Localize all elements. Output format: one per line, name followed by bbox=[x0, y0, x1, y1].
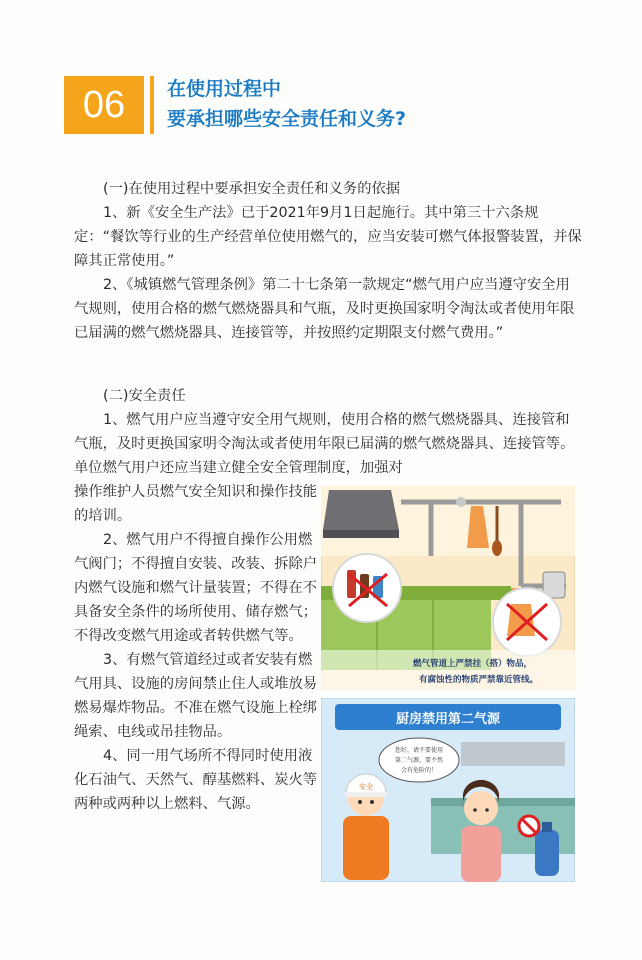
svg-text:安全: 安全 bbox=[359, 783, 373, 791]
gas-cylinder-icon bbox=[535, 830, 559, 876]
title-line-1: 在使用过程中 bbox=[167, 78, 282, 100]
caption-line-2: 有腐蚀性的物质严禁靠近管线。 bbox=[419, 675, 539, 685]
second-gas-source-illustration bbox=[321, 698, 575, 882]
section-2-paragraph-4: 4、同一用气场所不得同时使用液化石油气、天然气、醇基燃料、炭火等两种或两种以上燃料、气源。 bbox=[74, 748, 318, 812]
section-2-paragraph-2: 2、燃气用户不得擅自操作公用燃气阀门；不得擅自安装、改装、拆除户内燃气设施和燃气计量装置；不得在不具备安全条件的场所使用、储存燃气；不得改变燃气用途或者转供燃气等。 bbox=[74, 532, 318, 644]
section-2-heading: (二)安全责任 bbox=[103, 388, 186, 404]
section-2-column bbox=[74, 480, 318, 816]
section-2 bbox=[74, 384, 582, 480]
caption-line-1: 燃气管道上严禁挂（搭）物品， bbox=[413, 659, 533, 669]
svg-text:会有危险的！: 会有危险的！ bbox=[400, 767, 438, 774]
safety-worker-icon bbox=[343, 774, 389, 880]
svg-text:您好，请不要使用: 您好，请不要使用 bbox=[394, 747, 444, 754]
title-line-2: 要承担哪些安全责任和义务? bbox=[167, 108, 407, 130]
section-title bbox=[167, 74, 406, 134]
section-1-heading: (一)在使用过程中要承担安全责任和义务的依据 bbox=[103, 181, 401, 197]
section-1 bbox=[74, 177, 582, 345]
section-1-paragraph-1: 1、新《安全生产法》已于2021年9月1日起施行。其中第三十六条规定：“餐饮等行业的生产经营单位使用燃气的，应当安装可燃气体报警装置，并保障其正常使用。” bbox=[74, 205, 582, 269]
section-2-paragraph-3: 3、有燃气管道经过或者安装有燃气用具、设施的房间禁止住人或堆放易燃易爆炸物品。不准在燃气设施上栓绑绳索、电线或吊挂物品。 bbox=[74, 652, 318, 740]
section-2-paragraph-1: 1、燃气用户应当遵守安全用气规则，使用合格的燃气燃烧器具、连接管和气瓶，及时更换国家明令淘汰或者使用年限已届满的燃气燃烧器具、连接管等。单位燃气用户还应当建立健全安全管理制度，加强对 bbox=[74, 412, 575, 476]
section-2-paragraph-1-cont: 操作维护人员燃气安全知识和操作技能的培训。 bbox=[74, 484, 318, 524]
section-number: 06 bbox=[64, 76, 144, 134]
svg-text:第二气源，要不然: 第二气源，要不然 bbox=[394, 757, 444, 764]
kitchen-pipe-illustration bbox=[321, 486, 575, 690]
banner-text: 厨房禁用第二气源 bbox=[395, 712, 501, 727]
accent-bar bbox=[150, 76, 154, 134]
range-hood-icon bbox=[323, 490, 399, 530]
section-1-paragraph-2: 2、《城镇燃气管理条例》第二十七条第一款规定“燃气用户应当遵守安全用气规则，使用合格的燃气燃烧器具和气瓶，及时更换国家明令淘汰或者使用年限已届满的燃气燃烧器具、连接管等，并按照约定期限支付燃气费用。” bbox=[74, 277, 575, 341]
